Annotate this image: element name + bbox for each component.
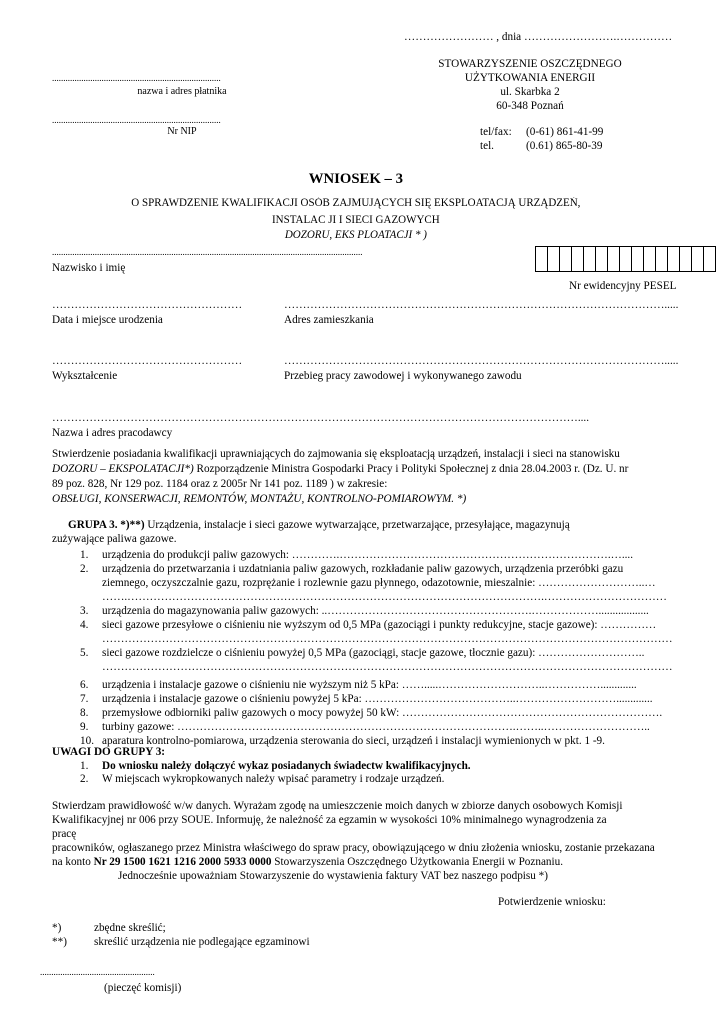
form-subtitle-line3: DOZORU, EKS PLOATACJI * ) (284, 229, 427, 241)
career-label: Przebieg pracy zawodowej i wykonywanego zawodu (284, 370, 522, 382)
statement-position: DOZORU – EKSPOLATACJI*) (52, 463, 194, 475)
org-name-line1: STOWARZYSZENIE OSZCZĘDNEGO (438, 58, 622, 70)
form-subtitle-line2: INSTALAC JI I SIECI GAZOWYCH (271, 214, 440, 226)
nip-label: Nr NIP (167, 126, 197, 137)
group-item-text[interactable]: sieci gazowe rozdzielcze o ciśnieniu powyżej 0,5 MPa (gazociągi, stacje gazowe, tłocznie gazu): ……………………….. (102, 647, 645, 659)
group-item-number: 8. (80, 707, 89, 719)
group-item-number: 1. (80, 549, 89, 561)
birth-label: Data i miejsce urodzenia (52, 314, 163, 326)
org-name-line2: UŻYTKOWANIA ENERGII (464, 72, 596, 84)
group-item-number: 2. (80, 563, 89, 575)
address-field[interactable]: …………………………………………………………………………………………..... (284, 299, 679, 311)
group-item-text[interactable]: ……………………………………………………………………………………………………………………………………… (102, 633, 673, 645)
group-item-number: 6. (80, 679, 89, 691)
declaration-line2: Kwalifikacyjnej nr 006 przy SOUE. Informuję, że należność za egzamin w wysokości 10% minimalnego wynagrodzenia za (52, 814, 607, 826)
group-item-number: 3. (80, 605, 89, 617)
group-item-number: 5. (80, 647, 89, 659)
phone-value-2: (0.61) 865-80-39 (526, 140, 603, 152)
education-field[interactable]: …………………………………………… (52, 355, 243, 367)
pesel-label: Nr ewidencyjny PESEL (569, 280, 677, 292)
form-title: WNIOSEK – 3 (308, 171, 403, 187)
group-item-text[interactable]: sieci gazowe przesyłowe o ciśnieniu nie wyższym od 0,5 MPa (gazociągi i punkty redukcyjne, stacje gazowe): …………… (102, 619, 657, 631)
statement-regulation: Rozporządzenie Ministra Gospodarki Pracy i Polityki Społecznej z dnia 28.04.2003 r. (Dz. U. nr (193, 463, 629, 475)
note-2-number: 2. (80, 773, 89, 785)
group-item-text[interactable]: urządzenia i instalacje gazowe o ciśnieniu powyżej 5 kPa: …………………………………..………………………............. (102, 693, 653, 705)
declaration-line3: pracę (52, 828, 77, 840)
group-item-text[interactable]: ziemnego, oczyszczalnie gazu, rozprężanie i rozlewnie gazu płynnego, odazotownie, mieszalnie: ………………………..… (102, 577, 656, 589)
footnote-1: zbędne skreślić; (94, 922, 166, 934)
note-2: W miejscach wykropkowanych należy wpisać parametry i rodzaje urządzeń. (102, 773, 445, 785)
group-item-number: 4. (80, 619, 89, 631)
date-line[interactable]: …………………… , dnia …………………….…………… (404, 31, 673, 43)
group-label: GRUPA 3. *)**) (68, 519, 145, 531)
note-1: Do wniosku należy dołączyć wykaz posiadanych świadectw kwalifikacyjnych. (102, 760, 471, 772)
org-city: 60-348 Poznań (496, 100, 564, 112)
declaration-account-prefix: na konto (52, 856, 94, 868)
phone-label-2: tel. (480, 140, 494, 152)
footnote-1-mark: *) (52, 922, 62, 934)
footnote-2-mark: **) (52, 936, 67, 948)
employer-field[interactable]: …………………………………………………………………………………………………………………………….... (52, 412, 589, 424)
group-item-text[interactable]: urządzenia do przetwarzania i uzdatniania paliw gazowych, rozkładanie paliw gazowych, urządzenia przeróbki gazu (102, 563, 624, 575)
education-label: Wykształcenie (52, 370, 118, 382)
name-field[interactable]: .......................................................................................................................................... (52, 247, 363, 257)
stamp-label: (pieczęć komisji) (104, 982, 182, 994)
group-item-text[interactable]: ……………………………………………………………………………………………………………………………………… (102, 661, 673, 673)
pesel-boxes[interactable] (536, 246, 716, 272)
payer-field[interactable]: ........................................................................... (52, 73, 221, 83)
group-item-text[interactable]: urządzenia do magazynowania paliw gazowych: ..……………………………………………….……………….................. (102, 605, 649, 617)
career-field[interactable]: …………………………………………………………………………………………..... (284, 355, 679, 367)
group-item-number: 9. (80, 721, 89, 733)
declaration-line1: Stwierdzam prawidłowość w/w danych. Wyrażam zgodę na umieszczenie moich danych w zbiorze danych osobowych Komisji (52, 800, 623, 812)
phone-value-1: (0-61) 861-41-99 (526, 126, 604, 138)
statement-line1: Stwierdzenie posiadania kwalifikacji uprawniających do zajmowania się eksploatacją urządzeń, instalacji i sieci na stanowisku (52, 448, 620, 460)
group-heading (68, 518, 570, 532)
group-description: Urządzenia, instalacje i sieci gazowe wytwarzające, przetwarzające, przesyłające, magazynują (144, 519, 570, 531)
declaration-line6: Jednocześnie upoważniam Stowarzyszenie do wystawienia faktury VAT bez naszego podpisu *) (118, 870, 548, 882)
address-label: Adres zamieszkania (284, 314, 374, 326)
statement-scope: OBSŁUGI, KONSERWACJI, REMONTÓW, MONTAŻU, KONTROLNO-POMIAROWYM. *) (52, 493, 467, 505)
phone-label-1: tel/fax: (480, 126, 512, 138)
group-item-text[interactable]: urządzenia i instalacje gazowe o ciśnieniu nie wyższym niż 5 kPa: …….....………………………..……………............. (102, 679, 637, 691)
bank-account-number: Nr 29 1500 1621 1216 2000 5933 0000 (93, 856, 272, 868)
payer-label: nazwa i adres płatnika (137, 86, 227, 97)
confirmation-label: Potwierdzenie wniosku: (498, 896, 606, 908)
org-street: ul. Skarbka 2 (500, 86, 560, 98)
group-item-text[interactable]: urządzenia do produkcji paliw gazowych: ………….……………………………………………………………….….... (102, 549, 634, 561)
declaration-line4: pracowników, ogłaszanego przez Ministra właściwego do spraw pracy, obowiązującego w dniu złożenia wniosku, zostanie przekazana (52, 842, 655, 854)
name-label: Nazwisko i imię (52, 262, 126, 274)
note-1-number: 1. (80, 760, 89, 772)
declaration-line5 (52, 855, 563, 869)
form-subtitle-line1: O SPRAWDZENIE KWALIFIKACJI OSÓB ZAJMUJĄCYCH SIĘ EKSPLOATACJĄ URZĄDZEŃ, (131, 197, 581, 209)
group-item-number: 7. (80, 693, 89, 705)
declaration-account-suffix: Stowarzyszenia Oszczędnego Użytkowania Energii w Poznaniu. (271, 856, 564, 868)
nip-field[interactable]: ........................................................................... (52, 115, 221, 125)
statement-line3: 89 poz. 828, Nr 129 poz. 1184 oraz z 2005r Nr 141 poz. 1189 ) w zakresie: (52, 478, 388, 490)
group-item-text[interactable]: turbiny gazowe: ……………………………………………………………………………….……..……………………….. (102, 721, 650, 733)
group-item-text[interactable]: aparatura kontrolno-pomiarowa, urządzenia sterowania do sieci, urządzeń i instalacji wymienionych w pkt. 1 -9. (102, 735, 605, 747)
birth-field[interactable]: …………………………………………… (52, 299, 243, 311)
group-item-text[interactable]: przemysłowe odbiorniki paliw gazowych o mocy powyżej 50 kW: ……………………………………………………………. (102, 707, 663, 719)
notes-heading: UWAGI DO GRUPY 3: (52, 746, 166, 758)
group-item-text[interactable]: …….………………………………………………………………………………………………….…………………………… (102, 591, 667, 603)
group-description-2: zużywające paliwa gazowe. (52, 533, 177, 545)
employer-label: Nazwa i adres pracodawcy (52, 427, 173, 439)
group-item-number: 10. (80, 735, 94, 747)
stamp-field[interactable]: ................................................... (40, 967, 155, 977)
footnote-2: skreślić urządzenia nie podlegające egzaminowi (94, 936, 310, 948)
statement-line2 (52, 462, 628, 476)
